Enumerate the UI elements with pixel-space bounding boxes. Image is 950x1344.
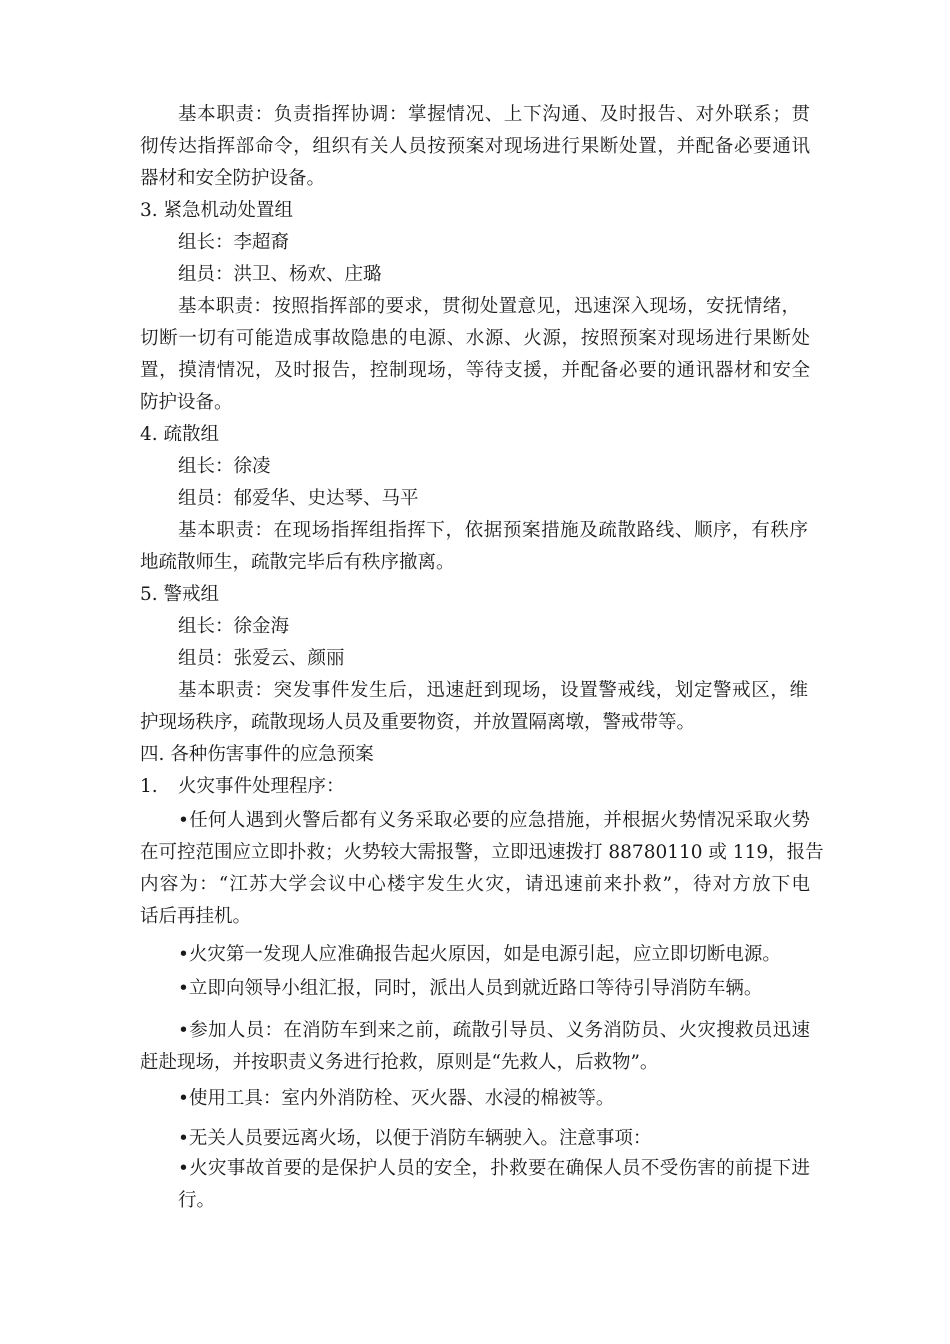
section-heading: 4. 疏散组 (140, 424, 220, 445)
paragraph-line: 器材和安全防护设备。 (140, 168, 326, 189)
paragraph-line: 置，摸清情况，及时报告，控制现场，等待支援，并配备必要的通讯器材和安全 (140, 360, 810, 381)
paragraph-line: 切断一切有可能造成事故隐患的电源、水源、火源，按照预案对现场进行果断处 (140, 328, 810, 349)
paragraph-line: 基本职责：突发事件发生后，迅速赶到现场，设置警戒线，划定警戒区，维 (178, 680, 808, 701)
paragraph-line: 基本职责：负责指挥协调：掌握情况、上下沟通、及时报告、对外联系；贯 (178, 104, 810, 125)
part-heading: 四. 各种伤害事件的应急预案 (140, 744, 374, 765)
bullet-line: 内容为：“江苏大学会议中心楼宇发生火灾，请迅速前来扑救”，待对方放下电 (140, 874, 810, 895)
paragraph-line: 护现场秩序，疏散现场人员及重要物资，并放置隔离墩，警戒带等。 (140, 712, 696, 733)
bullet-line: 赶赴现场，并按职责义务进行抢救，原则是“先救人，后救物”。 (140, 1052, 659, 1073)
bullet-line: •立即向领导小组汇报，同时，派出人员到就近路口等待引导消防车辆。 (178, 978, 763, 999)
group-members: 组员：张爱云、颜丽 (178, 648, 345, 669)
section-heading: 5. 警戒组 (140, 584, 220, 605)
group-leader: 组长：李超裔 (178, 232, 290, 253)
bullet-line: 在可控范围应立即扑救；火势较大需报警，立即迅速拨打 88780110 或 119，报告 (140, 842, 824, 863)
paragraph-line: 防护设备。 (140, 392, 233, 413)
bullet-line: •使用工具：室内外消防栓、灭火器、水浸的棉被等。 (178, 1088, 615, 1109)
bullet-line: 行。 (178, 1190, 216, 1211)
subsection-number: 1. (140, 776, 158, 797)
bullet-line: •火灾第一发现人应准确报告起火原因，如是电源引起，应立即切断电源。 (178, 944, 781, 965)
bullet-line: •任何人遇到火警后都有义务采取必要的应急措施，并根据火势情况采取火势 (178, 810, 810, 831)
group-members: 组员：郁爱华、史达琴、马平 (178, 488, 419, 509)
paragraph-line: 基本职责：按照指挥部的要求，贯彻处置意见，迅速深入现场，安抚情绪， (178, 296, 800, 317)
paragraph-line: 地疏散师生，疏散完毕后有秩序撤离。 (140, 552, 455, 573)
group-members: 组员：洪卫、杨欢、庄璐 (178, 264, 382, 285)
bullet-line: 话后再挂机。 (140, 906, 252, 927)
group-leader: 组长：徐凌 (178, 456, 271, 477)
paragraph-line: 彻传达指挥部命令，组织有关人员按预案对现场进行果断处置，并配备必要通讯 (140, 136, 810, 157)
paragraph-line: 基本职责：在现场指挥组指挥下，依据预案措施及疏散路线、顺序，有秩序 (178, 520, 808, 541)
bullet-line: •参加人员：在消防车到来之前，疏散引导员、义务消防员、火灾搜救员迅速 (178, 1020, 810, 1041)
bullet-line: •火灾事故首要的是保护人员的安全，扑救要在确保人员不受伤害的前提下进 (178, 1158, 810, 1179)
bullet-line: •无关人员要远离火场，以便于消防车辆驶入。注意事项： (178, 1128, 652, 1149)
group-leader: 组长：徐金海 (178, 616, 290, 637)
subsection-title: 火灾事件处理程序： (178, 776, 345, 797)
section-heading: 3. 紧急机动处置组 (140, 200, 294, 221)
